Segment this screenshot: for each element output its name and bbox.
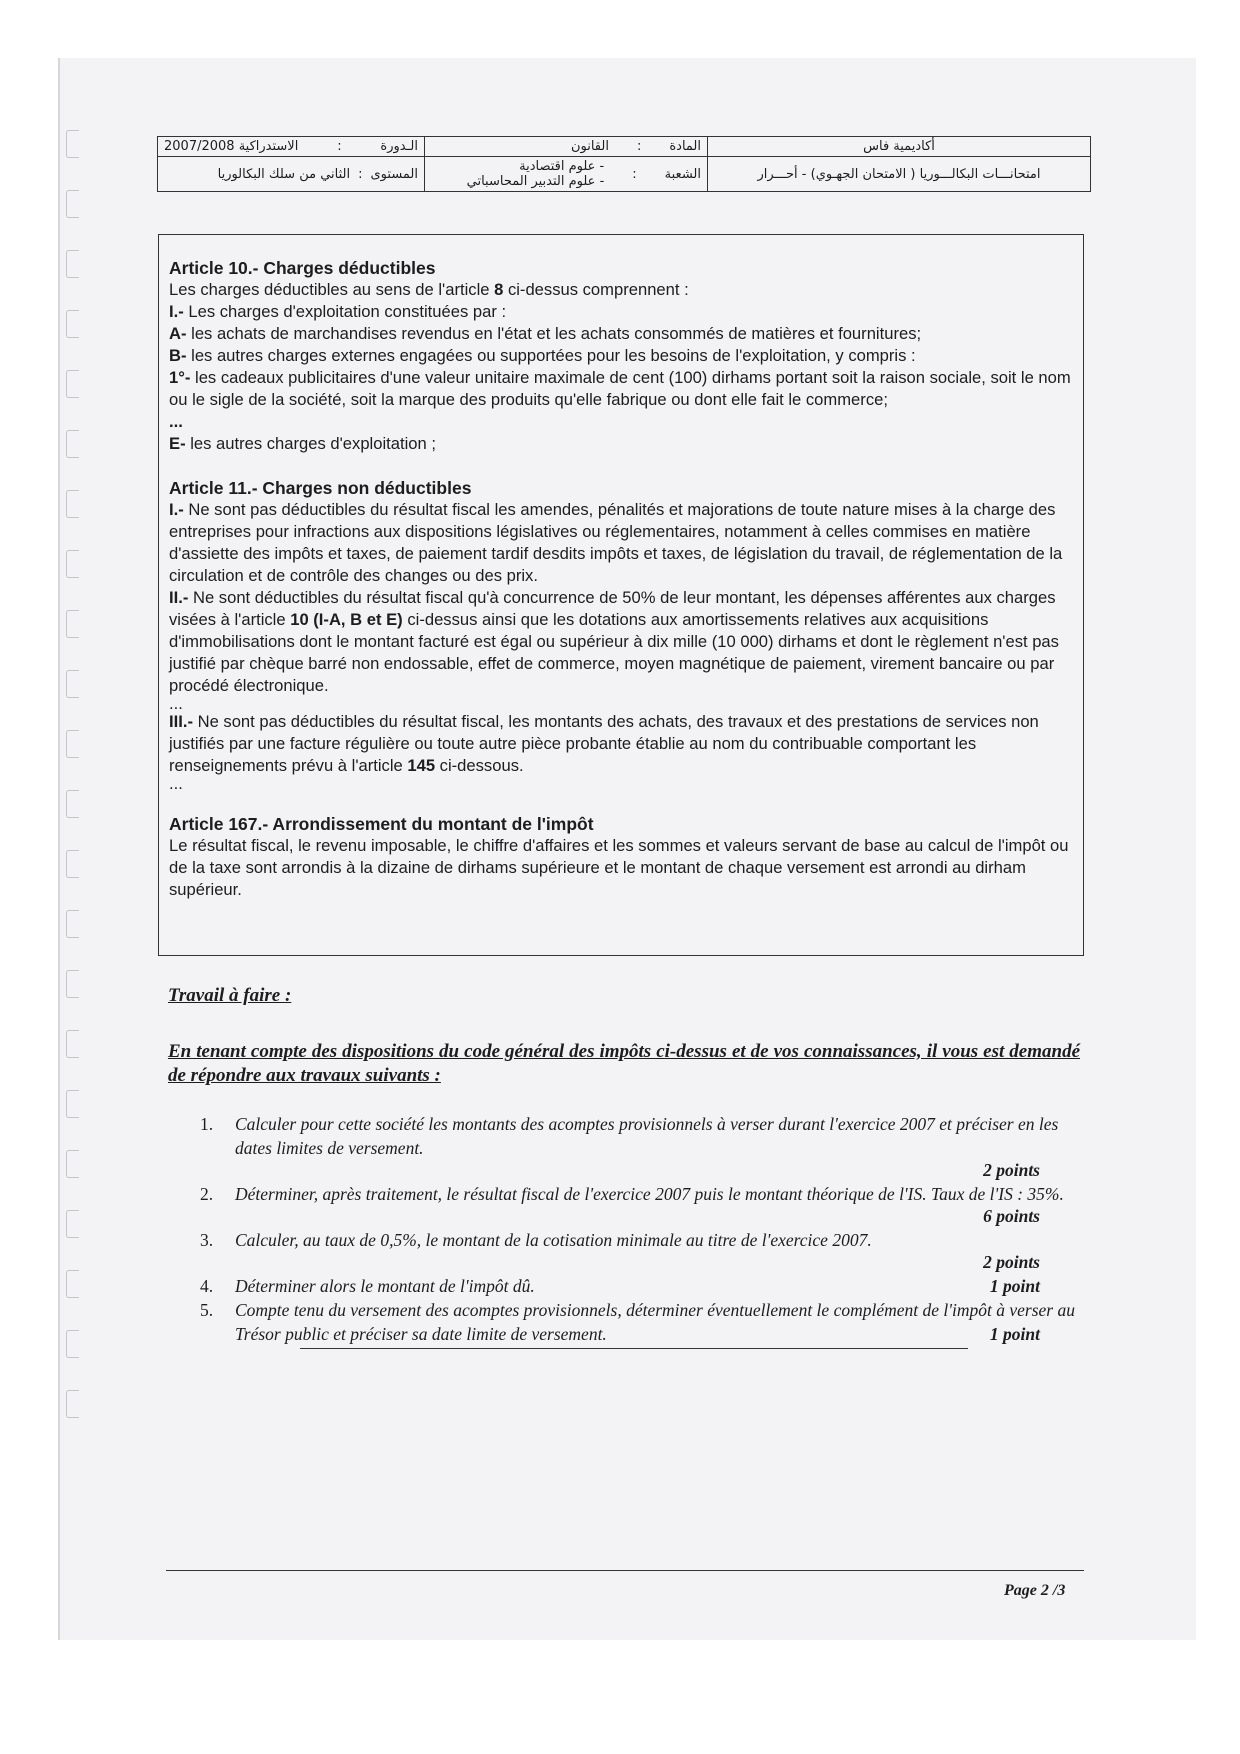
end-divider <box>300 1348 968 1349</box>
branch-value-2: - علوم التدبير المحاسباتي <box>466 174 605 189</box>
article11-title: Article 11.- Charges non déductibles <box>169 478 472 498</box>
exam-header-table <box>157 136 1091 192</box>
branch-label: الشعبة <box>664 166 701 182</box>
article11-ellipsis-1: ... <box>169 694 183 713</box>
work-title: Travail à faire : <box>168 985 292 1006</box>
legal-text-box <box>158 234 1084 956</box>
article11-ellipsis-2: ... <box>169 774 183 793</box>
article10-item-b: B- les autres charges externes engagées ou supportées pour les besoins de l'exploitation, y compris : <box>169 346 916 365</box>
article11-item-iii: III.- Ne sont pas déductibles du résultat fiscal, les montants des achats, des travaux et des prestations de services non justifiés par une facture régulière ou toute autre pièce probante établie au nom du contribuable comportant les renseignements prévu à l'article 145 ci-dessous. <box>169 712 1039 775</box>
level-value: الثاني من سلك البكالوريا <box>217 167 351 182</box>
subject-cell: المادة : القانون <box>425 137 708 157</box>
footer-divider <box>166 1570 1084 1571</box>
academy-cell <box>708 137 1091 157</box>
exam-title: امتحانـــات البكالـــوريا ( الامتحان الجهـوي) - أحـــرار <box>757 166 1041 182</box>
task-list <box>200 1112 1080 1346</box>
article167-title: Article 167.- Arrondissement du montant de l'impôt <box>169 814 594 834</box>
branch-cell: الشعبة : - علوم اقتصادية - علوم التدبير المحاسباتي <box>425 157 708 192</box>
session-value: الاستدراكية 2007/2008 <box>164 139 299 154</box>
work-intro: En tenant compte des dispositions du code général des impôts ci-dessus et de vos connaissances, il vous est demandé de répondre aux travaux suivants : <box>168 1041 1080 1086</box>
article10-item-a: A- les achats de marchandises revendus en l'état et les achats consommés de matières et fournitures; <box>169 324 922 343</box>
academy-name: أكاديمية فاس <box>863 139 935 154</box>
article11-item-i: I.- Ne sont pas déductibles du résultat fiscal les amendes, pénalités et majorations de toute nature mises à la charge des entreprises pour infractions aux dispositions législatives ou réglementaires, notamment à celles commises en matière d'assiette des impôts et taxes, de paiement tardif desdits impôts et taxes, de législation du travail, de réglementation de la circulation et de contrôle des changes ou des prix. <box>169 500 1063 585</box>
binder-holes <box>66 130 82 1450</box>
article10-item-e: E- les autres charges d'exploitation ; <box>169 434 436 453</box>
exam-cell <box>708 157 1091 192</box>
article10-item-1: 1°- les cadeaux publicitaires d'une valeur unitaire maximale de cent (100) dirhams portant soit la raison sociale, soit le nom ou le sigle de la société, soit la marque des produits qu'elle fabrique ou dont elle fait le commerce; <box>169 368 1071 409</box>
page-number: Page 2 /3 <box>1004 1582 1066 1599</box>
article10-item-i: I.- Les charges d'exploitation constituées par : <box>169 302 507 321</box>
session-label: الـدورة <box>380 139 418 154</box>
subject-value: القانون <box>570 139 609 154</box>
task-points: 1 point <box>989 1276 1040 1296</box>
article11-item-ii: II.- Ne sont déductibles du résultat fiscal qu'à concurrence de 50% de leur montant, les dépenses afférentes aux charges visées à l'article 10 (I-A, B et E) ci-dessus ainsi que les dotations aux amortissements relatives aux acquisitions d'immobilisations dont le montant facturé est égal ou supérieur à dix mille (10 000) dirhams et dont le règlement n'est pas justifié par chèque barré non endossable, effet de commerce, moyen magnétique de paiement, virement bancaire ou par procédé électronique. <box>169 588 1059 695</box>
level-label: المستوى <box>370 167 418 182</box>
subject-label: المادة <box>669 139 701 154</box>
task-item: 2. Déterminer, après traitement, le résultat fiscal de l'exercice 2007 puis le montant théorique de l'IS. Taux de l'IS : 35%. 6 points <box>200 1182 1080 1228</box>
task-item: 5. Compte tenu du versement des acomptes provisionnels, déterminer éventuellement le complément de l'impôt à verser au Trésor public et préciser sa date limite de versement. 1 point <box>200 1298 1080 1346</box>
task-points: 6 points <box>983 1206 1040 1226</box>
session-cell: الـدورة : الاستدراكية 2007/2008 <box>158 137 425 157</box>
task-points: 2 points <box>983 1160 1040 1180</box>
task-points: 1 point <box>989 1324 1040 1344</box>
article10-intro: Les charges déductibles au sens de l'article 8 ci-dessus comprennent : <box>169 280 689 299</box>
branch-value-1: - علوم اقتصادية <box>519 159 605 174</box>
task-item: 4. Déterminer alors le montant de l'impôt dû. 1 point <box>200 1274 1080 1298</box>
level-cell: المستوى : الثاني من سلك البكالوريا <box>158 157 425 192</box>
task-points: 2 points <box>983 1252 1040 1272</box>
article167-text: Le résultat fiscal, le revenu imposable, le chiffre d'affaires et les sommes et valeurs servant de base au calcul de l'impôt ou de la taxe sont arrondis à la dizaine de dirhams supérieure et le montant de chaque versement est arrondi au dirham supérieur. <box>169 836 1069 899</box>
task-item: 3. Calculer, au taux de 0,5%, le montant de la cotisation minimale au titre de l'exercice 2007. 2 points <box>200 1228 1080 1274</box>
article10-title: Article 10.- Charges déductibles <box>169 258 436 278</box>
article10-ellipsis: ... <box>169 412 183 431</box>
task-item: 1. Calculer pour cette société les montants des acomptes provisionnels à verser durant l'exercice 2007 et préciser en les dates limites de versement. 2 points <box>200 1112 1080 1182</box>
